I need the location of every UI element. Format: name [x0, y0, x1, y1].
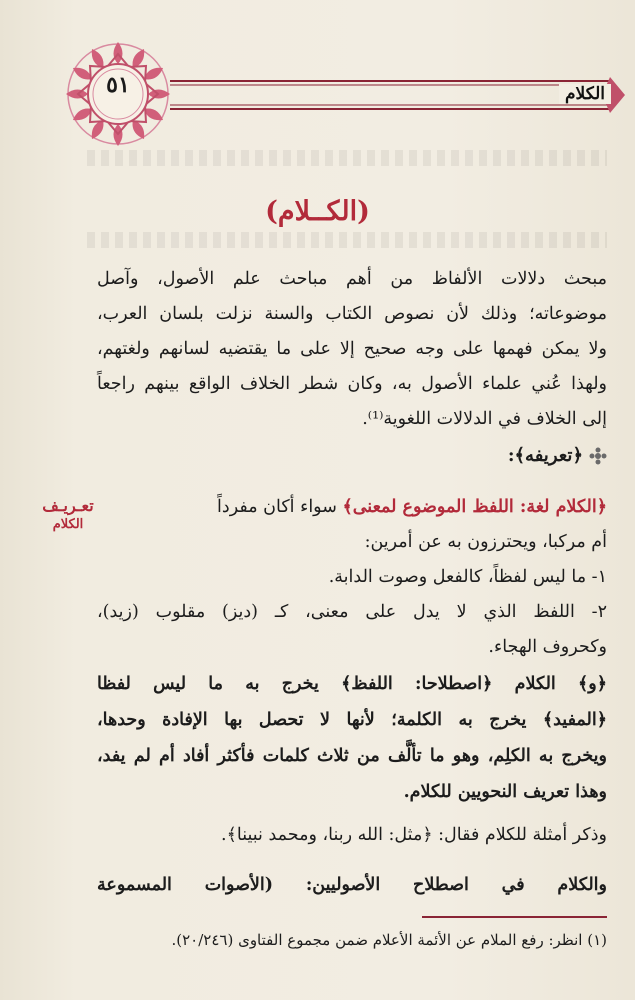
language-definition-rest: سواء أكان مفرداً — [217, 497, 343, 517]
body-line: أم مركبا، ويحترزون به عن أمرين: — [364, 532, 607, 552]
intro-line: مبحث دلالات الألفاظ من أهم مباحث علم الأصول، وآصل — [97, 269, 607, 289]
language-definition-quote: ﴿الكلام لغة: اللفظ الموضوع لمعنى﴾ — [342, 497, 607, 517]
body-line: ٢- اللفظ الذي لا يدل على معنى، كـ (ديز) مقلوب (زيد)، — [97, 602, 607, 622]
bleed-through — [87, 150, 607, 166]
header-ornament-band — [170, 75, 625, 115]
language-definition-line — [149, 490, 607, 525]
definition-heading — [508, 445, 607, 466]
intro-line: موضوعاته؛ وذلك لأن نصوص الكتاب والسنة نزلت بلسان العرب، — [97, 304, 607, 324]
definition-heading-text: ﴿تعريفه﴾: — [507, 445, 583, 466]
intro-line: ولهذا عُني علماء الأصول به، وكان شطر الخلاف الواقع بينهم راجعاً — [97, 374, 607, 394]
usul-definition — [97, 868, 607, 903]
intro-line: إلى الخلاف في الدلالات اللغوية⁽¹⁾. — [362, 409, 607, 429]
margin-note-line1: تعـريـف — [42, 496, 94, 515]
body-line: ١- ما ليس لفظاً، كالفعل وصوت الدابة. — [328, 567, 607, 587]
footnote: (١) انظر: رفع الملام عن الأئمة الأعلام ضمن مجموع الفتاوى (٢٠/٢٤٦). — [171, 931, 607, 949]
usul-text: والكلام في اصطلاح الأصوليين: (الأصوات المسموعة — [97, 875, 607, 895]
language-definition-body — [97, 525, 607, 665]
chapter-title: (الكــلام) — [265, 196, 370, 227]
flower-ornament-icon — [589, 447, 607, 465]
page-number: ٥١ — [106, 72, 130, 98]
example-text: وذكر أمثلة للكلام فقال: ﴿مثل: الله ربنا، ومحمد نبينا﴾. — [221, 825, 607, 845]
intro-paragraph — [97, 262, 607, 437]
term-line: ﴿و﴾ الكلام ﴿اصطلاحا: اللفظ﴾ يخرج به ما ليس لفظا — [97, 674, 607, 694]
term-line: وهذا تعريف النحويين للكلام. — [403, 782, 607, 802]
term-line: ﴿المفيد﴾ يخرج به الكلمة؛ لأنها لا تحصل بها الإفادة وحدها، — [97, 710, 607, 730]
intro-line: ولا يمكن فهمها على وجه صحيح إلا على ما يقتضيه لسانهم ولغتهم، — [97, 339, 607, 359]
example-line — [97, 818, 607, 853]
term-line: ويخرج به الكلِم، وهو ما تألَّف من ثلاث كلمات فأكثر أفاد أم لم يفد، — [97, 746, 607, 766]
language-definition — [149, 490, 607, 525]
bleed-through — [87, 232, 607, 248]
body-line: وكحروف الهجاء. — [488, 637, 607, 657]
running-title: الكلام — [559, 84, 611, 104]
footnote-separator — [422, 916, 607, 918]
term-definition — [97, 666, 607, 810]
margin-note-line2: الكلام — [52, 517, 84, 532]
